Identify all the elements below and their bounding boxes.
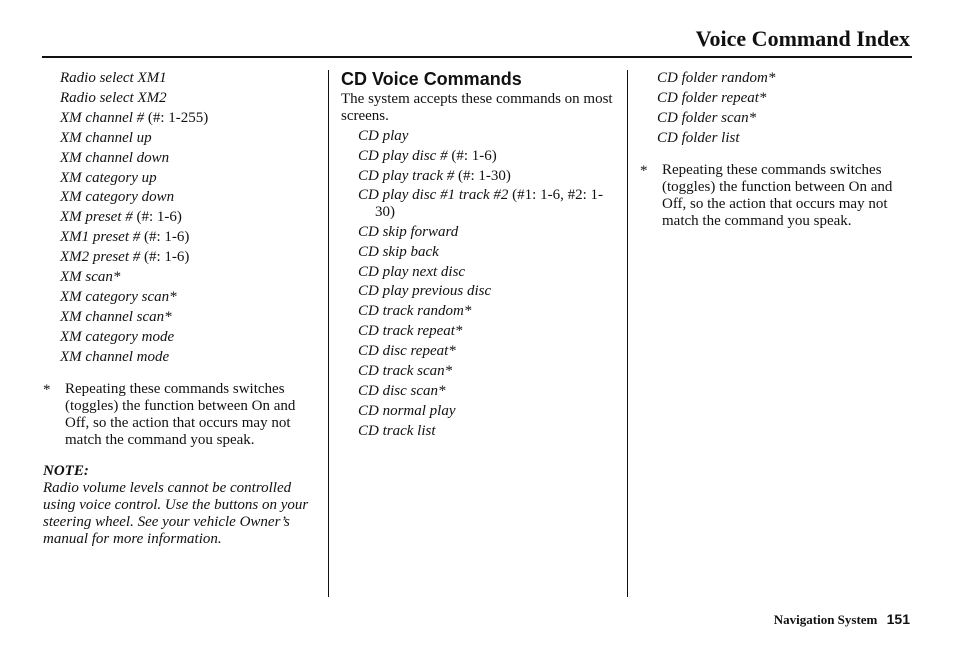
command-text: CD disc scan* bbox=[358, 382, 446, 399]
command-item bbox=[657, 69, 912, 89]
page-title: Voice Command Index bbox=[695, 26, 910, 51]
page-number: 151 bbox=[886, 611, 910, 627]
note-body: Radio volume levels cannot be controlled using voice control. Use the buttons on your steering wheel. See your vehicle Owner’s manual for more information. bbox=[43, 479, 309, 547]
footnote-mark: * bbox=[640, 162, 648, 179]
command-range: (#: 1-6) bbox=[140, 249, 190, 266]
cd-footnote bbox=[640, 162, 912, 230]
command-item bbox=[358, 187, 619, 221]
command-text: CD play disc # bbox=[358, 147, 448, 164]
command-range: (#: 1-6) bbox=[132, 209, 182, 226]
command-text: XM channel mode bbox=[60, 348, 170, 365]
footer-section: Navigation System bbox=[773, 612, 878, 627]
command-text: CD play next disc bbox=[358, 263, 466, 280]
command-range: (#: 1-6) bbox=[447, 147, 497, 164]
command-text: XM preset # bbox=[60, 209, 133, 226]
command-range: (#: 1-6) bbox=[140, 229, 190, 246]
command-text: XM scan* bbox=[60, 269, 121, 286]
command-text: CD play bbox=[358, 128, 409, 144]
footnote-text: Repeating these commands switches (toggles) the function between On and Off, so the action that occurs may not match the command you speak. bbox=[662, 161, 893, 229]
command-item bbox=[43, 149, 318, 169]
command-item bbox=[358, 422, 619, 442]
command-item bbox=[43, 129, 318, 149]
section-intro: The system accepts these commands on most screens. bbox=[341, 91, 613, 124]
command-item bbox=[657, 109, 912, 129]
command-item bbox=[358, 382, 619, 402]
command-text: XM channel scan* bbox=[60, 308, 172, 325]
command-item bbox=[358, 362, 619, 382]
command-item bbox=[358, 282, 619, 302]
command-text: CD folder random* bbox=[657, 70, 776, 86]
command-text: Radio select XM1 bbox=[60, 70, 167, 86]
command-text: CD track random* bbox=[358, 303, 472, 320]
command-text: CD play previous disc bbox=[358, 283, 492, 300]
command-text: CD folder repeat* bbox=[657, 89, 767, 106]
cd-folder-command-list bbox=[640, 69, 912, 149]
command-text: CD folder scan* bbox=[657, 109, 757, 126]
command-item bbox=[358, 243, 619, 263]
command-text: XM2 preset # bbox=[60, 249, 141, 266]
command-item bbox=[358, 263, 619, 283]
command-text: CD folder list bbox=[657, 129, 740, 146]
column-divider bbox=[627, 70, 628, 597]
command-text: XM channel # bbox=[60, 109, 145, 126]
command-range: (#: 1-255) bbox=[144, 109, 209, 126]
column-cd-folder bbox=[640, 69, 912, 230]
xm-command-list bbox=[43, 69, 318, 368]
command-item bbox=[43, 188, 318, 208]
command-item bbox=[358, 322, 619, 342]
command-item bbox=[43, 69, 318, 89]
command-text: CD play disc #1 track #2 bbox=[358, 186, 509, 203]
command-range: (#1: 1-6, #2: 1-30) bbox=[375, 186, 603, 220]
command-text: CD track scan* bbox=[358, 363, 453, 380]
command-item bbox=[43, 288, 318, 308]
xm-footnote bbox=[43, 381, 318, 449]
page-footer bbox=[774, 611, 910, 628]
command-item bbox=[657, 129, 912, 149]
footnote-mark: * bbox=[43, 381, 51, 398]
command-text: XM channel up bbox=[60, 129, 152, 146]
command-text: CD normal play bbox=[358, 402, 456, 419]
command-item bbox=[657, 89, 912, 109]
note-heading: NOTE: bbox=[43, 462, 89, 479]
command-item bbox=[358, 167, 619, 187]
command-text: XM1 preset # bbox=[60, 229, 141, 246]
column-cd bbox=[341, 69, 619, 442]
command-text: CD track list bbox=[358, 422, 436, 439]
command-text: XM category down bbox=[60, 189, 175, 206]
command-text: CD track repeat* bbox=[358, 323, 463, 340]
footnote-text: Repeating these commands switches (toggles) the function between On and Off, so the action that occurs may not match the command you speak. bbox=[65, 380, 296, 448]
command-item bbox=[358, 302, 619, 322]
command-text: CD skip forward bbox=[358, 223, 459, 240]
command-item bbox=[43, 109, 318, 129]
command-range: (#: 1-30) bbox=[454, 167, 511, 184]
command-item bbox=[358, 147, 619, 167]
command-text: CD skip back bbox=[358, 243, 439, 260]
cd-command-list bbox=[341, 127, 619, 442]
command-item bbox=[358, 223, 619, 243]
command-item bbox=[43, 268, 318, 288]
command-item bbox=[43, 89, 318, 109]
command-item bbox=[358, 342, 619, 362]
section-heading: CD Voice Commands bbox=[341, 69, 522, 89]
command-item bbox=[358, 127, 619, 147]
column-xm bbox=[43, 69, 318, 548]
command-text: CD play track # bbox=[358, 167, 455, 184]
command-item bbox=[43, 248, 318, 268]
command-text: XM channel down bbox=[60, 149, 170, 166]
column-divider bbox=[328, 70, 329, 597]
command-text: XM category scan* bbox=[60, 288, 177, 305]
command-text: Radio select XM2 bbox=[60, 89, 167, 106]
command-item bbox=[43, 308, 318, 328]
command-item bbox=[358, 402, 619, 422]
command-item bbox=[43, 208, 318, 228]
command-text: CD disc repeat* bbox=[358, 343, 456, 360]
command-item bbox=[43, 169, 318, 189]
command-item bbox=[43, 348, 318, 368]
header-rule bbox=[42, 56, 912, 58]
command-text: XM category up bbox=[60, 169, 157, 186]
command-item bbox=[43, 228, 318, 248]
command-item bbox=[43, 328, 318, 348]
command-text: XM category mode bbox=[60, 328, 175, 345]
